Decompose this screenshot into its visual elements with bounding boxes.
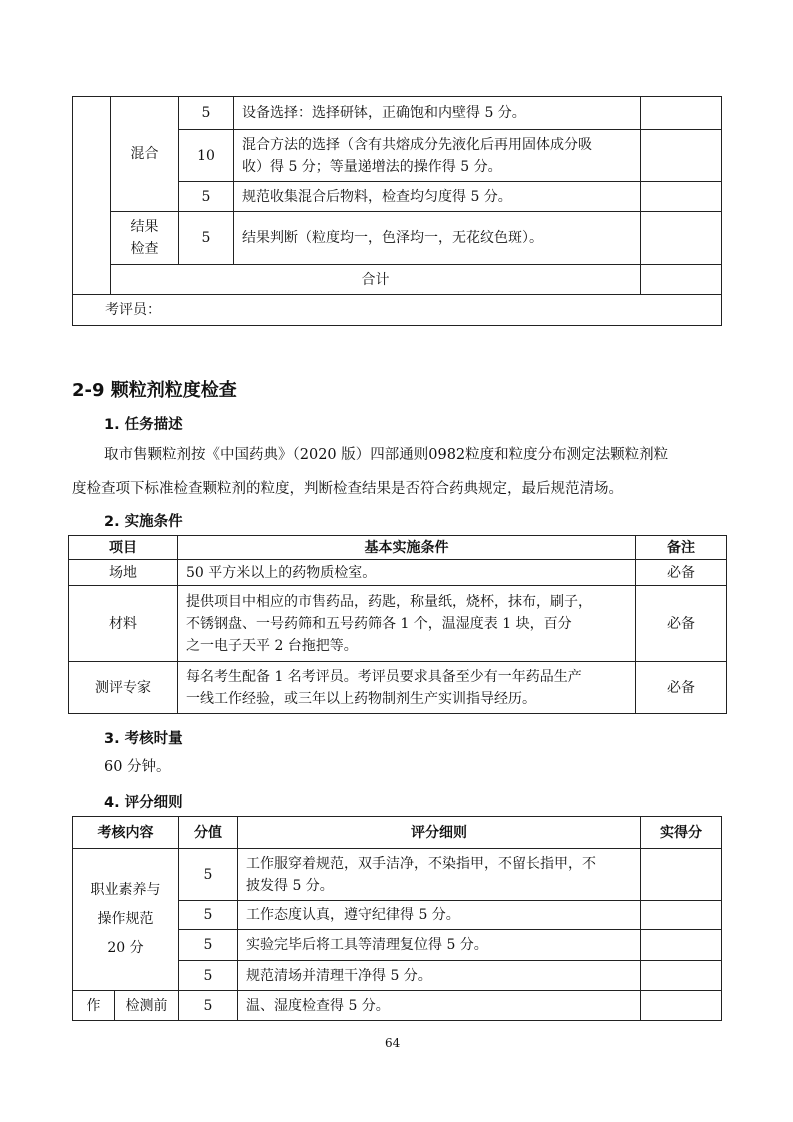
cond-line: 每名考生配备 1 名考评员。考评员要求具备至少有一年药品生产 <box>186 668 582 685</box>
score-cell: 5 <box>179 961 238 991</box>
score-cell: 5 <box>179 901 238 930</box>
page-number: 64 <box>385 1036 401 1050</box>
header-item: 项目 <box>69 536 178 560</box>
cond-note: 必备 <box>636 662 727 714</box>
score-cell: 5 <box>179 182 234 212</box>
time-value: 60 分钟。 <box>104 759 171 775</box>
score-cell: 5 <box>179 991 238 1021</box>
actual-score-cell <box>641 901 722 930</box>
detail-line: 工作服穿着规范，双手洁净，不染指甲，不留长指甲，不 <box>246 855 596 872</box>
detail-cell <box>238 849 641 901</box>
score-cell: 5 <box>179 930 238 961</box>
category-mix: 混合 <box>111 97 179 212</box>
heading-scoring: 4. 评分细则 <box>104 795 183 811</box>
cond-detail: 50 平方米以上的药物质检室。 <box>178 560 636 586</box>
header-content: 考核内容 <box>73 817 179 849</box>
header-detail: 评分细则 <box>238 817 641 849</box>
section-title: 2-9 颗粒剂粒度检查 <box>72 380 237 401</box>
cond-note: 必备 <box>636 586 727 662</box>
task-line-2: 度检查项下标准检查颗粒剂的粒度，判断检查结果是否符合药典规定，最后规范清场。 <box>72 481 623 497</box>
actual-score-cell <box>641 182 722 212</box>
detail-cell: 规范清场并清理干净得 5 分。 <box>238 961 641 991</box>
actual-score-cell <box>641 130 722 182</box>
total-value-cell <box>641 265 722 295</box>
detail-cell: 实验完毕后将工具等清理复位得 5 分。 <box>238 930 641 961</box>
conditions-table <box>68 535 727 714</box>
detail-cell: 温、湿度检查得 5 分。 <box>238 991 641 1021</box>
scoring-table <box>72 816 722 1021</box>
cond-line: 之一电子天平 2 台拖把等。 <box>186 637 358 654</box>
score-cell: 5 <box>179 212 234 265</box>
actual-score-cell <box>641 961 722 991</box>
detail-cell: 结果判断（粒度均一，色泽均一，无花纹色斑）。 <box>234 212 641 265</box>
sub-category: 检测前 <box>115 991 179 1021</box>
heading-conditions: 2. 实施条件 <box>104 514 183 530</box>
header-score: 分值 <box>179 817 238 849</box>
detail-line: 收）得 5 分；等量递增法的操作得 5 分。 <box>242 158 502 175</box>
category-line: 20 分 <box>107 940 144 956</box>
category-professionalism <box>73 849 179 991</box>
examiner-label: 考评员： <box>73 295 722 326</box>
cond-item: 材料 <box>69 586 178 662</box>
header-note: 备注 <box>636 536 727 560</box>
cond-note: 必备 <box>636 560 727 586</box>
cond-line: 提供项目中相应的市售药品，药匙，称量纸，烧杯，抹布，刷子， <box>186 593 592 610</box>
detail-line: 披发得 5 分。 <box>246 877 334 894</box>
header-conditions: 基本实施条件 <box>178 536 636 560</box>
total-label: 合计 <box>111 265 641 295</box>
cond-item: 测评专家 <box>69 662 178 714</box>
cond-item: 场地 <box>69 560 178 586</box>
cond-detail <box>178 662 636 714</box>
detail-cell <box>234 130 641 182</box>
category-result <box>111 212 179 265</box>
actual-score-cell <box>641 849 722 901</box>
score-cell: 5 <box>179 849 238 901</box>
category-line: 检查 <box>130 241 159 257</box>
category-operation: 作 <box>73 991 115 1021</box>
detail-cell: 工作态度认真，遵守纪律得 5 分。 <box>238 901 641 930</box>
detail-cell: 设备选择：选择研钵，正确饱和内壁得 5 分。 <box>234 97 641 130</box>
cond-line: 一线工作经验，或三年以上药物制剂生产实训指导经历。 <box>186 690 536 707</box>
cond-line: 不锈钢盘、一号药筛和五号药筛各 1 个，温湿度表 1 块，百分 <box>186 615 572 632</box>
category-line: 结果 <box>130 219 159 235</box>
actual-score-cell <box>641 991 722 1021</box>
detail-cell: 规范收集混合后物料，检查均匀度得 5 分。 <box>234 182 641 212</box>
top-score-table <box>72 96 722 326</box>
heading-time: 3. 考核时量 <box>104 731 183 747</box>
actual-score-cell <box>641 97 722 130</box>
empty-category-cell <box>73 97 111 295</box>
category-line: 职业素养与 <box>90 882 161 898</box>
category-line: 操作规范 <box>97 911 154 927</box>
heading-task: 1. 任务描述 <box>104 417 183 433</box>
task-line-1: 取市售颗粒剂按《中国药典》（2020 版）四部通则0982粒度和粒度分布测定法颗粒剂粒 <box>104 447 669 463</box>
score-cell: 5 <box>179 97 234 130</box>
detail-line: 混合方法的选择（含有共熔成分先液化后再用固体成分吸 <box>242 136 592 153</box>
score-cell: 10 <box>179 130 234 182</box>
actual-score-cell <box>641 930 722 961</box>
cond-detail <box>178 586 636 662</box>
header-actual: 实得分 <box>641 817 722 849</box>
actual-score-cell <box>641 212 722 265</box>
